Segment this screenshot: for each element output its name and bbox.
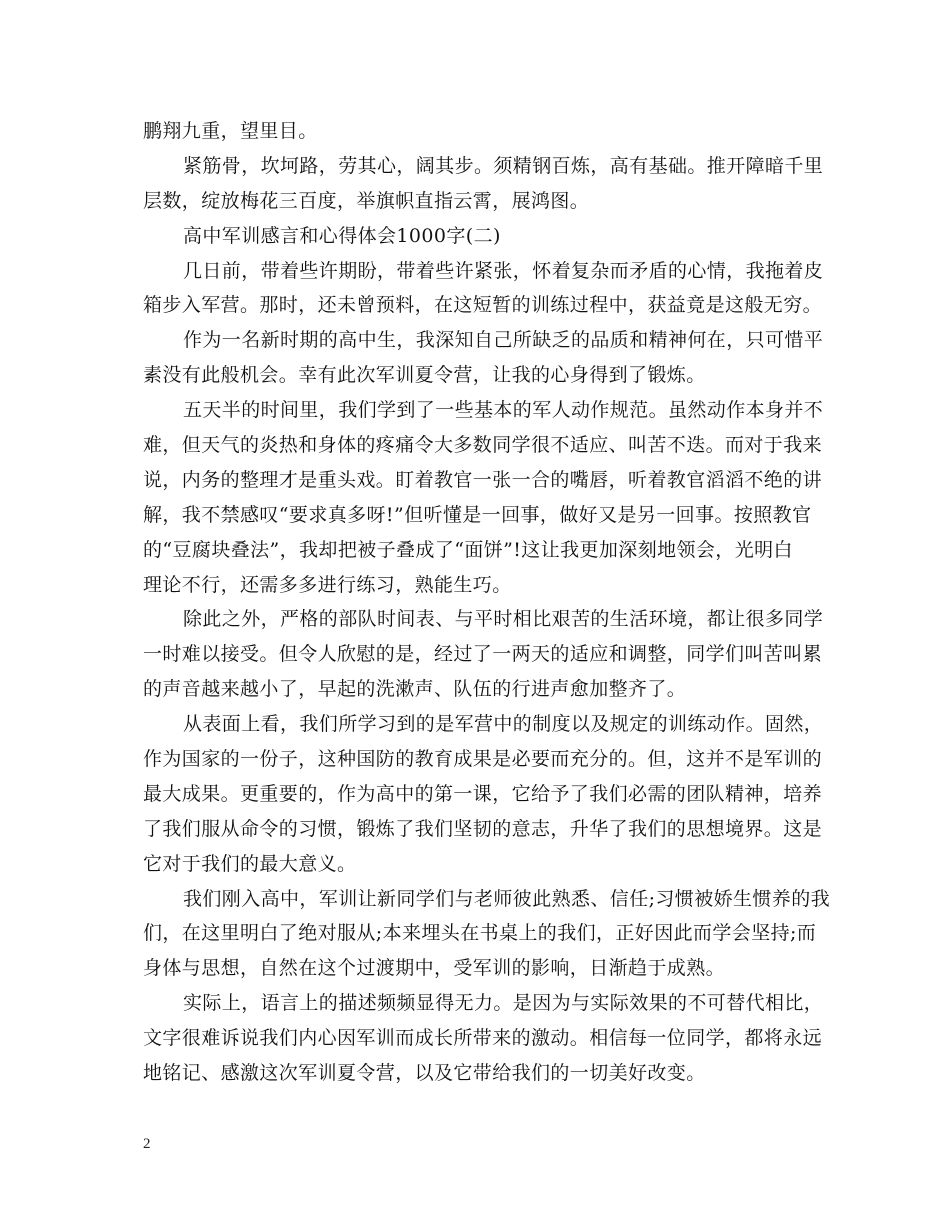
text-line: 作为一名新时期的高中生，我深知自己所缺乏的品质和精神何在，只可惜平 [183, 329, 824, 352]
text-line: 几日前，带着些许期盼，带着些许紧张，怀着复杂而矛盾的心情，我拖着皮 [183, 259, 824, 282]
text-line: 们，在这里明白了绝对服从;本来埋头在书桌上的我们，正好因此而学会坚持;而 [143, 922, 817, 945]
text-line: 理论不行，还需多多进行练习，熟能生巧。 [143, 573, 512, 596]
document-body [143, 114, 831, 1091]
text-line: 素没有此般机会。幸有此次军训夏令营，让我的心身得到了锻炼。 [143, 364, 706, 387]
text-line: 身体与思想，自然在这个过渡期中，受军训的影响，日渐趋于成熟。 [143, 957, 726, 980]
text-line: 了我们服从命令的习惯，锻炼了我们坚韧的意志，升华了我们的思想境界。这是 [143, 817, 823, 840]
text-line: 它对于我们的最大意义。 [143, 852, 357, 875]
text-line: 层数，绽放梅花三百度，举旗帜直指云霄，展鸿图。 [143, 189, 590, 212]
text-line: 的声音越来越小了，早起的洗漱声、队伍的行进声愈加整齐了。 [143, 678, 687, 701]
text-line: 地铭记、感激这次军训夏令营，以及它带给我们的一切美好改变。 [143, 1062, 706, 1085]
text-line: 从表面上看，我们所学习到的是军营中的制度以及规定的训练动作。固然， [183, 713, 824, 736]
text-line: 文字很难诉说我们内心因军训而成长所带来的激动。相信每一位同学，都将永远 [143, 1027, 823, 1050]
text-line: 难，但天气的炎热和身体的疼痛令大多数同学很不适应、叫苦不迭。而对于我来 [143, 434, 823, 457]
text-line: 解，我不禁感叹“要求真多呀!”但听懂是一回事，做好又是另一回事。按照教官 [143, 503, 812, 526]
text-line: 一时难以接受。但令人欣慰的是，经过了一两天的适应和调整，同学们叫苦叫累 [143, 643, 823, 666]
text-line: 的“豆腐块叠法”，我却把被子叠成了“面饼”!这让我更加深刻地领会，光明白 [143, 538, 793, 561]
text-line: 五天半的时间里，我们学到了一些基本的军人动作规范。虽然动作本身并不 [183, 399, 824, 422]
text-line: 我们刚入高中，军训让新同学们与老师彼此熟悉、信任;习惯被娇生惯养的我 [183, 887, 831, 910]
text-line: 紧筋骨，坎坷路，劳其心，阔其步。须精钢百炼，高有基础。推开障暗千里 [183, 154, 824, 177]
section-heading: 高中军训感言和心得体会1000字(二) [183, 224, 501, 247]
text-line: 作为国家的一份子，这种国防的教育成果是必要而充分的。但，这并不是军训的 [143, 748, 823, 771]
text-line: 鹏翔九重，望里目。 [143, 120, 318, 142]
text-line: 除此之外，严格的部队时间表、与平时相比艰苦的生活环境，都让很多同学 [183, 608, 824, 631]
text-line: 箱步入军营。那时，还未曾预料，在这短暂的训练过程中，获益竟是这般无穷。 [143, 294, 823, 317]
text-line: 最大成果。更重要的，作为高中的第一课，它给予了我们必需的团队精神，培养 [143, 782, 823, 805]
text-line: 实际上，语言上的描述频频显得无力。是因为与实际效果的不可替代相比， [183, 992, 824, 1015]
page-number: 2 [143, 1136, 151, 1152]
text-line: 说，内务的整理才是重头戏。盯着教官一张一合的嘴唇，听着教官滔滔不绝的讲 [143, 468, 823, 491]
